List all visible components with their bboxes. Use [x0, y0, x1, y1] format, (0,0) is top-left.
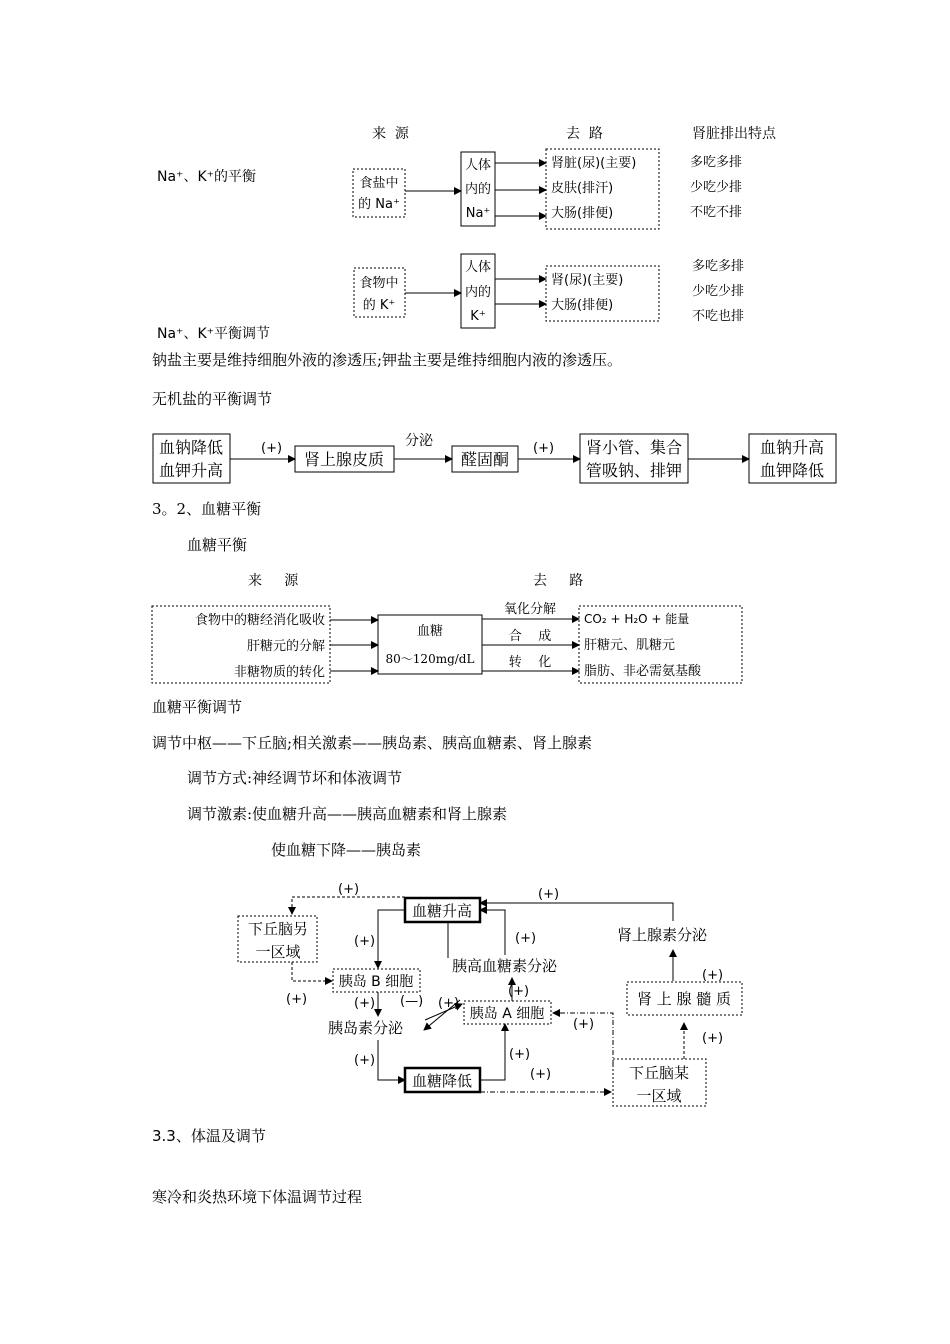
glucose-heading: 血糖平衡 [187, 536, 248, 554]
arrow-adrenaline-to-high [480, 903, 673, 921]
plus-insulin-low: (+) [354, 1053, 376, 1068]
k-body-line3: K⁺ [470, 309, 486, 324]
plus-adrenaline-high: (+) [538, 887, 560, 902]
k-body-line2: 内的 [464, 285, 492, 300]
k-out1: 肾(尿)(主要) [551, 273, 624, 288]
na-k-balance-diagram [0, 0, 950, 340]
hypothalamus-some-line2: 一区域 [636, 1087, 682, 1105]
salt-box1-line1: 血钠降低 [158, 438, 224, 457]
temperature-section-title: 3.3、体温及调节 [152, 1127, 266, 1145]
beta-cell-label: 胰岛 B 细胞 [338, 974, 414, 990]
glucose-line-center: 调节中枢——下丘脑;相关激素——胰岛素、胰高血糖素、肾上腺素 [152, 734, 593, 752]
salt-box2: 肾上腺皮质 [303, 450, 385, 469]
salt-box5-line1: 血钠升高 [759, 438, 825, 457]
na-body-line2: 内的 [464, 182, 492, 197]
na-feat1: 多吃多排 [690, 155, 743, 170]
salt-box4-line2: 管吸钠、排钾 [585, 461, 683, 480]
plus-hypothalamus-medulla: (+) [702, 1031, 724, 1046]
na-out2: 皮肤(排汗) [551, 181, 614, 196]
col-path-label: 去 路 [566, 126, 603, 142]
glucose-dest3: 脂肪、非必需氨基酸 [584, 664, 702, 679]
glucose-line-hormone: 调节激素:使血糖升高——胰高血糖素和肾上腺素 [187, 805, 508, 823]
arrow-hypothalamus-to-beta [292, 962, 332, 981]
temperature-heading: 寒冷和炎热环境下体温调节过程 [152, 1188, 363, 1206]
glucose-low-label: 血糖降低 [411, 1072, 473, 1090]
glucose-src3: 非糖物质的转化 [233, 665, 325, 680]
col-kidney-label: 肾脏排出特点 [692, 126, 776, 142]
na-out3: 大肠(排便) [551, 206, 614, 221]
salt-heading: 无机盐的平衡调节 [152, 390, 273, 408]
plus-low-alpha: (+) [509, 1047, 531, 1062]
k-body-line1: 人体 [464, 260, 492, 275]
k-feat1: 多吃多排 [692, 259, 745, 274]
k-source-line2: 的 K⁺ [362, 298, 396, 313]
na-k-section-label: Na⁺、K⁺的平衡 [157, 169, 257, 185]
plus-low-hypothalamus: (+) [530, 1067, 552, 1082]
glucose-regulation-heading: 血糖平衡调节 [152, 698, 243, 716]
glucose-src2: 肝糖元的分解 [246, 639, 325, 654]
plus-hypothalamus-beta: (+) [286, 992, 308, 1007]
glucose-line-mode: 调节方式:神经调节坏和体液调节 [187, 769, 403, 787]
arrow-high-to-hypothalamus [292, 897, 405, 914]
glucose-src1: 食物中的糖经消化吸收 [194, 613, 325, 628]
insulin-secretion-label: 胰岛素分泌 [328, 1019, 404, 1037]
na-source-line2: 的 Na⁺ [358, 197, 400, 212]
glucose-regulation-diagram [0, 872, 950, 1117]
arrow-glucagon-to-high [480, 910, 505, 955]
na-feat3: 不吃不排 [690, 205, 743, 220]
hypothalamus-other-line1: 下丘脑另 [247, 920, 309, 938]
glucose-center-line1: 血糖 [416, 624, 444, 639]
arrow-low-to-alpha [480, 1024, 505, 1080]
alpha-cell-label: 胰岛 A 细胞 [469, 1006, 545, 1022]
salt-plus2: (+) [533, 441, 555, 456]
adrenaline-secretion-label: 肾上腺素分泌 [617, 926, 708, 944]
glucose-balance-diagram [0, 565, 950, 690]
salt-box4-line1: 肾小管、集合 [585, 438, 683, 457]
osmotic-text: 钠盐主要是维持细胞外液的渗透压;钾盐主要是维持细胞内液的渗透压。 [152, 351, 623, 369]
na-body-line1: 人体 [464, 158, 492, 173]
plus-alpha-glucagon: (+) [508, 984, 530, 999]
glucose-line-lower: 使血糖下降——胰岛素 [271, 841, 422, 859]
minus-insulin-alpha: (—) [400, 994, 424, 1009]
k-out2: 大肠(排便) [551, 298, 614, 313]
plus-alpha-beta: (+) [438, 996, 460, 1011]
salt-box3: 醛固酮 [460, 450, 510, 469]
glucose-path3: 转 化 [508, 655, 552, 670]
na-source-line1: 食盐中 [359, 176, 399, 191]
k-source-line1: 食物中 [359, 276, 399, 291]
plus-hypothalamus-alpha: (+) [573, 1017, 595, 1032]
glucose-path2: 合 成 [508, 629, 552, 644]
salt-box5-line2: 血钾降低 [759, 461, 825, 480]
plus-high-hypothalamus: (+) [338, 882, 360, 897]
arrow-insulin-to-low [378, 1040, 405, 1080]
salt-plus1: (+) [261, 441, 283, 456]
hypothalamus-some-line1: 下丘脑某 [628, 1064, 690, 1082]
col-source-label: 来 源 [372, 126, 409, 142]
salt-regulation-diagram [0, 425, 950, 495]
salt-secrete: 分泌 [405, 433, 433, 449]
na-body-line3: Na⁺ [465, 206, 491, 221]
glucose-path1: 氧化分解 [503, 602, 557, 617]
plus-glucagon-high: (+) [515, 931, 537, 946]
na-out1: 肾脏(尿)(主要) [551, 156, 637, 171]
glucose-center-line2: 80～120mg/dL [385, 652, 475, 666]
hypothalamus-other-line2: 一区域 [255, 943, 301, 961]
plus-beta-insulin: (+) [354, 996, 376, 1011]
arrow-high-to-beta [378, 910, 405, 968]
glucose-dest2: 肝糖元、肌糖元 [584, 638, 676, 653]
plus-medulla-adrenaline: (+) [702, 968, 724, 983]
k-feat2: 少吃少排 [692, 284, 745, 299]
glucose-dest1: CO₂ + H₂O + 能量 [584, 612, 690, 626]
glucagon-secretion-label: 胰高血糖素分泌 [452, 957, 558, 975]
glucose-section-title: 3。2、血糖平衡 [152, 500, 262, 518]
salt-box1-line2: 血钾升高 [158, 461, 224, 480]
glucose-col-source: 来 源 [248, 573, 299, 589]
glucose-high-label: 血糖升高 [411, 902, 473, 920]
na-k-regulation-label: Na⁺、K⁺平衡调节 [157, 326, 271, 340]
glucose-col-path: 去 路 [533, 573, 584, 589]
adrenal-medulla-label: 肾 上 腺 髓 质 [636, 990, 732, 1008]
plus-high-beta: (+) [354, 934, 376, 949]
k-feat3: 不吃也排 [692, 309, 745, 324]
na-feat2: 少吃少排 [690, 180, 743, 195]
